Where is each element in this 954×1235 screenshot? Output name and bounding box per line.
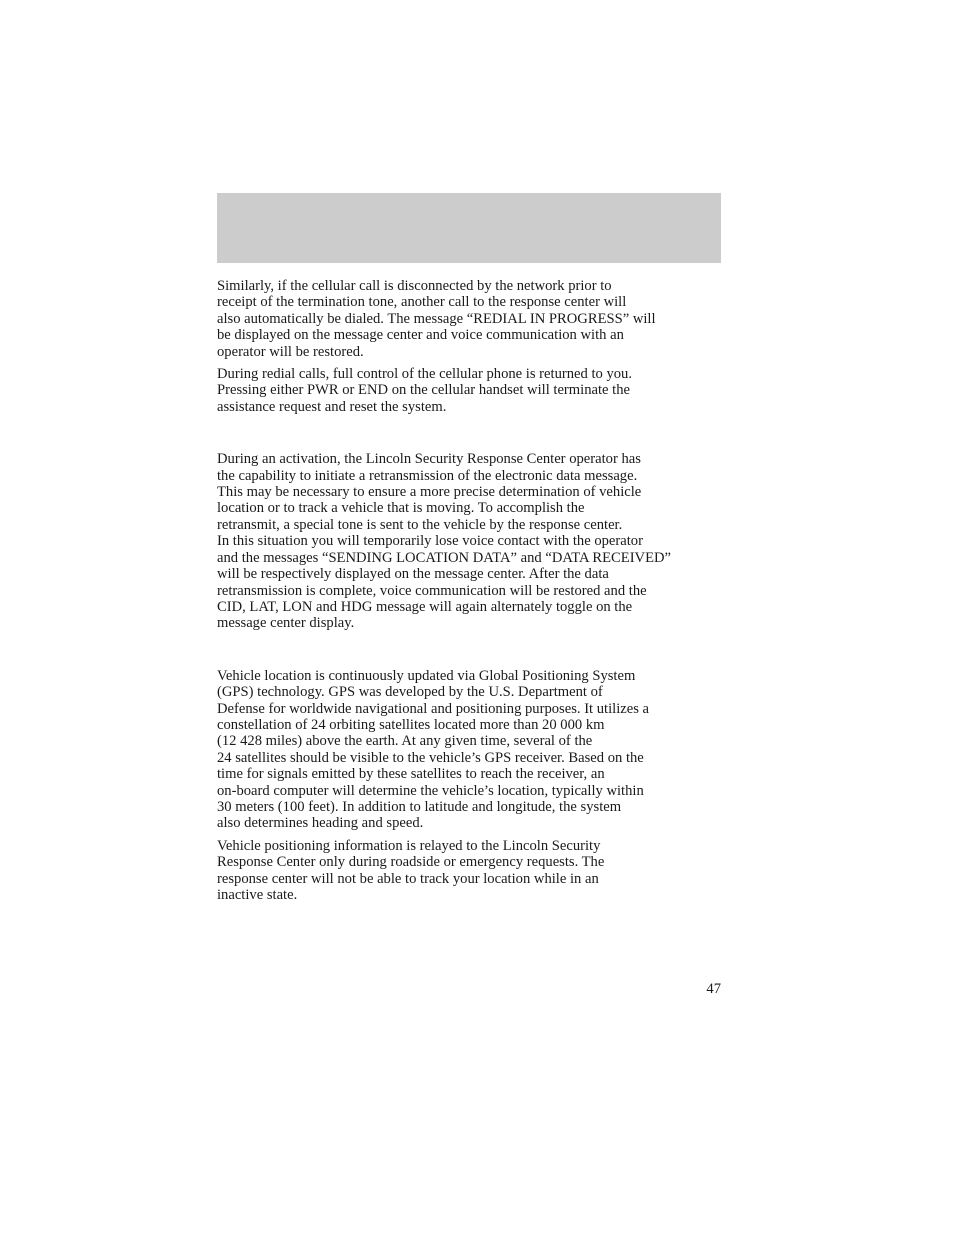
- paragraph-redial-control: During redial calls, full control of the cellular phone is returned to you. Pressing either PWR or END on the cellular handset will terminate the assistance request and reset the system.: [217, 366, 632, 415]
- paragraph-gps-technology: Vehicle location is continuously updated via Global Positioning System (GPS) technology. GPS was developed by the U.S. Department of Defense for worldwide navigational and positioning purposes. It utilizes a constellation of 24 orbiting satellites located more than 20 000 km (12 428 miles) above the earth. At any given time, several of the 24 satellites should be visible to the vehicle’s GPS receiver. Based on the time for signals emitted by these satellites to reach the receiver, an on-board computer will determine the vehicle’s location, typically within 30 meters (100 feet). In addition to latitude and longitude, the system also determines heading and speed.: [217, 667, 650, 832]
- paragraph-redial-disconnect: Similarly, if the cellular call is disconnected by the network prior to receipt of the termination tone, another call to the response center will also automatically be dialed. The message “REDIAL IN PROGRESS” will be displayed on the message center and voice communication with an operator will be restored.: [217, 278, 656, 360]
- section-gap: [217, 632, 723, 668]
- section-header-band: [217, 193, 721, 263]
- page-content: [217, 278, 723, 903]
- section-gap: [217, 415, 723, 451]
- paragraph-positioning-relay: Vehicle positioning information is relayed to the Lincoln Security Response Center only during roadside or emergency requests. The response center will not be able to track your location while in an inactive state.: [217, 837, 605, 903]
- paragraph-retransmission: During an activation, the Lincoln Security Response Center operator has the capability to initiate a retransmission of the electronic data message. This may be necessary to ensure a more precise determination of vehicle location or to track a vehicle that is moving. To accomplish the retransmit, a special tone is sent to the vehicle by the response center. In this situation you will temporarily lose voice contact with the operator and the messages “SENDING LOCATION DATA” and “DATA RECEIVED” will be respectively displayed on the message center. After the data retransmission is complete, voice communication will be restored and the CID, LAT, LON and HDG message will again alternately toggle on the message center display.: [217, 451, 672, 632]
- page-number: 47: [706, 981, 721, 997]
